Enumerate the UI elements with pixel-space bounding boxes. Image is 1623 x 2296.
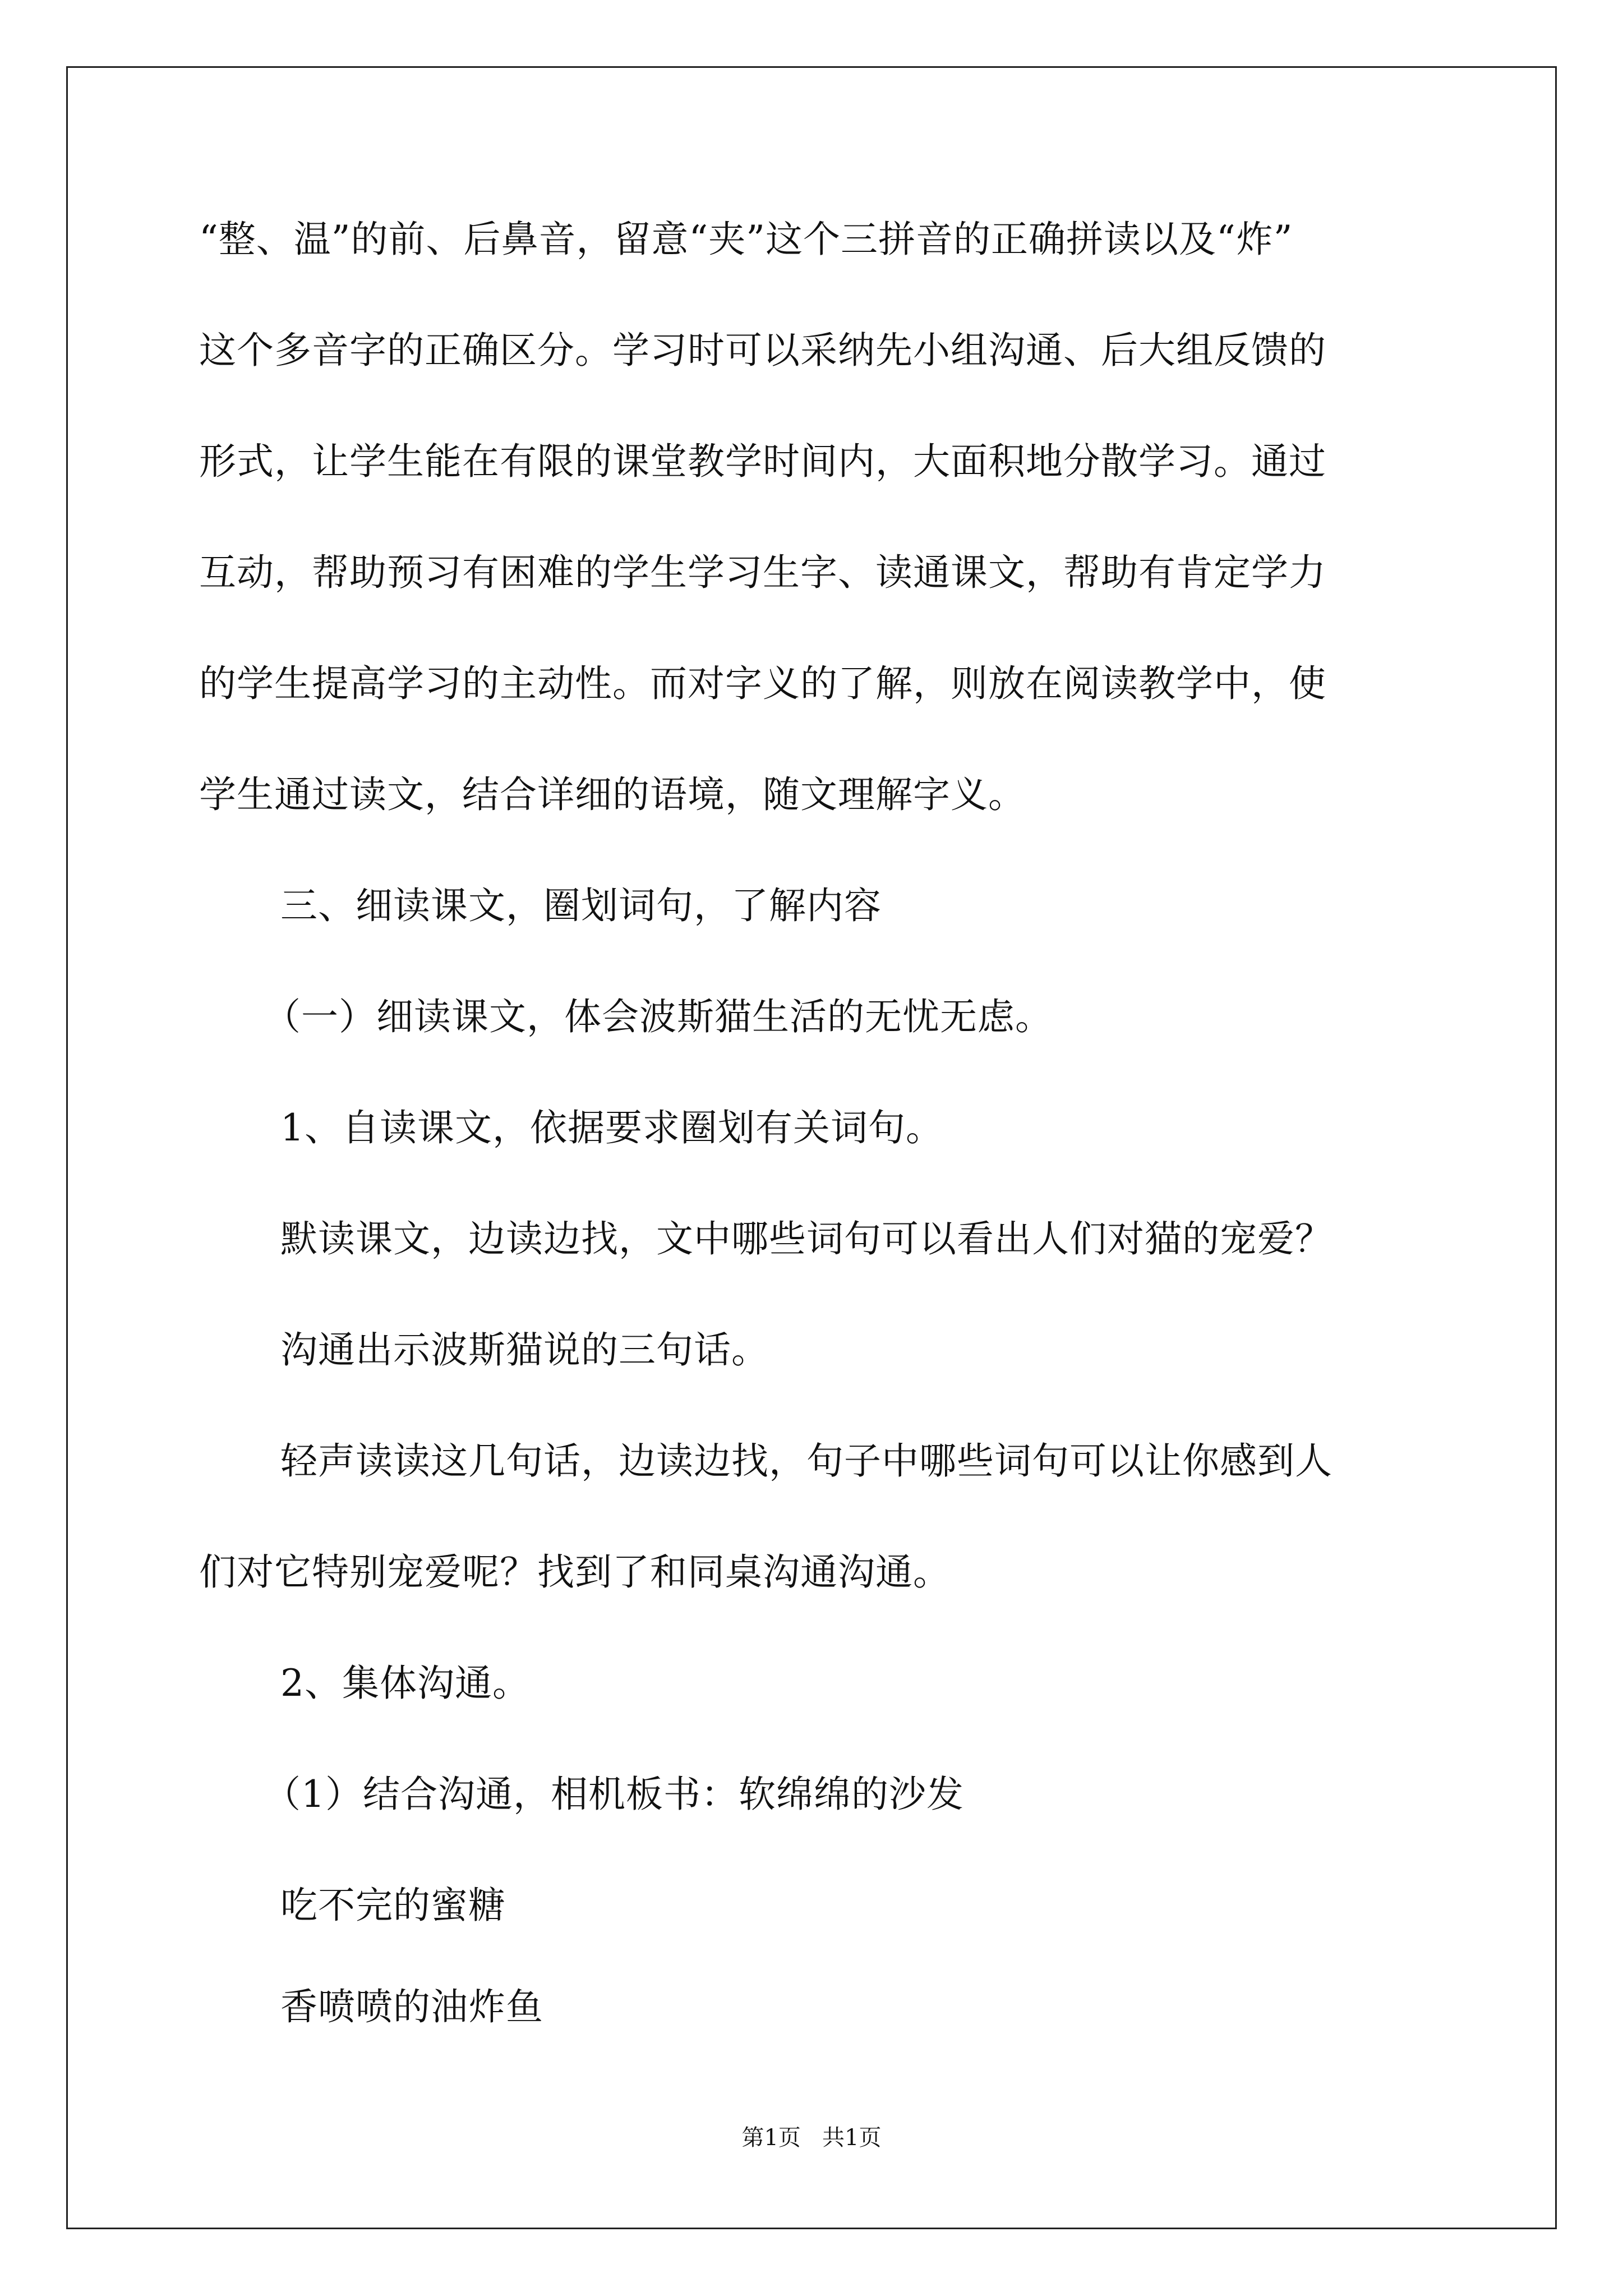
text-line-6: 学生通过读文，结合详细的语境，随文理解字义。 <box>199 773 1026 816</box>
text-line-10: 默读课文，边读边找，文中哪些词句可以看出人们对猫的宠爱？ <box>280 1217 1332 1260</box>
text-line-14: 2、集体沟通。 <box>280 1662 530 1705</box>
page-number-footer: 第1页 共1页 <box>741 2125 882 2151</box>
subsection-heading: （一）细读课文，体会波斯猫生活的无忧无虑。 <box>264 995 1053 1038</box>
text-line-1: “整、温”的前、后鼻音，留意“夹”这个三拼音的正确拼读以及“炸” <box>199 218 1293 261</box>
text-line-17: 香喷喷的油炸鱼 <box>280 1985 543 2028</box>
text-line-3: 形式，让学生能在有限的课堂教学时间内，大面积地分散学习。通过 <box>199 440 1326 483</box>
text-line-4: 互动，帮助预习有困难的学生学习生字、读通课文，帮助有肯定学力 <box>199 551 1326 594</box>
text-line-11: 沟通出示波斯猫说的三句话。 <box>280 1328 769 1372</box>
section-heading: 三、细读课文，圈划词句，了解内容 <box>280 884 882 927</box>
text-line-2: 这个多音字的正确区分。学习时可以采纳先小组沟通、后大组反馈的 <box>199 329 1326 372</box>
text-line-16: 吃不完的蜜糖 <box>280 1884 506 1927</box>
text-line-12: 轻声读读这几句话，边读边找，句子中哪些词句可以让你感到人 <box>280 1439 1332 1483</box>
text-line-5: 的学生提高学习的主动性。而对字义的了解，则放在阅读教学中，使 <box>199 662 1326 705</box>
text-line-13: 们对它特别宠爱呢？找到了和同桌沟通沟通。 <box>199 1550 951 1594</box>
text-line-15: （1）结合沟通，相机板书：软绵绵的沙发 <box>264 1773 964 1816</box>
text-line-9: 1、自读课文，依据要求圈划有关词句。 <box>280 1106 943 1149</box>
